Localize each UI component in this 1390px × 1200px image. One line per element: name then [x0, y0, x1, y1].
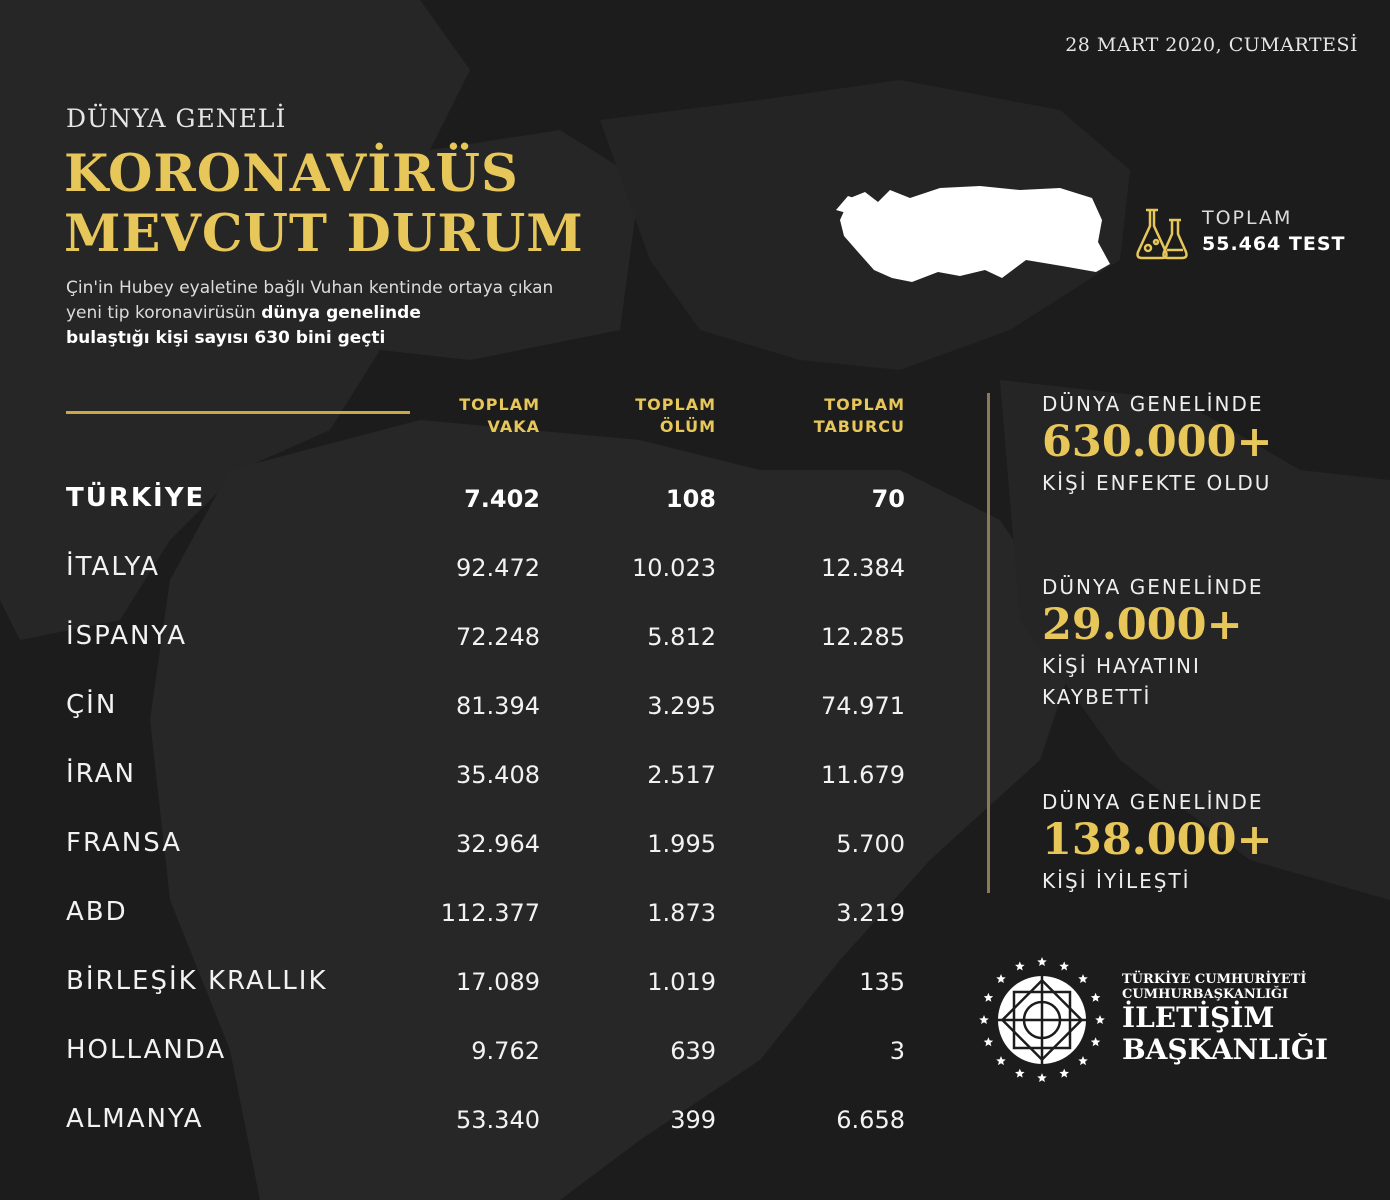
- column-header-recovered: [745, 394, 905, 438]
- turkey-map-icon: [830, 180, 1120, 305]
- star-icon: [996, 974, 1006, 983]
- test-tube-icon: [1134, 204, 1190, 262]
- recovered-value: 70: [871, 485, 905, 513]
- table-row: [66, 1104, 906, 1144]
- country-name: FRANSA: [66, 828, 182, 858]
- column-header-recovered-line2: TABURCU: [813, 417, 905, 436]
- recovered-value: 11.679: [821, 761, 905, 789]
- cases-value: 32.964: [456, 830, 540, 858]
- star-icon: [979, 1015, 989, 1024]
- table-header-rule: [66, 411, 410, 414]
- star-icon: [996, 1056, 1006, 1065]
- logo-line-2: CUMHURBAŞKANLIĞI: [1122, 987, 1289, 1002]
- cases-value: 9.762: [471, 1037, 540, 1065]
- star-icon: [1078, 974, 1088, 983]
- description-bold-2: bulaştığı kişi sayısı 630 bini geçti: [66, 328, 386, 348]
- cases-value: 81.394: [456, 692, 540, 720]
- deaths-value: 1.995: [647, 830, 716, 858]
- cases-value: 112.377: [440, 899, 540, 927]
- star-icon: [1015, 1069, 1025, 1078]
- description-text: Çin'in Hubey eyaletine bağlı Vuhan kentinde ortaya çıkan yeni tip koronavirüsün: [66, 278, 554, 323]
- column-header-cases-line2: VAKA: [487, 417, 540, 436]
- cases-value: 53.340: [456, 1106, 540, 1134]
- deaths-value: 108: [665, 485, 716, 513]
- table-row: [66, 828, 906, 868]
- star-icon: [1091, 993, 1101, 1002]
- cases-value: 92.472: [456, 554, 540, 582]
- stat-infected-value: 630.000+: [1042, 417, 1273, 467]
- stat-recovered-label: DÜNYA GENELİNDE: [1042, 790, 1264, 814]
- title-line-1: KORONAVİRÜS: [64, 144, 519, 204]
- stat-deaths-sub-2: KAYBETTİ: [1042, 685, 1152, 709]
- column-header-cases: [380, 394, 540, 438]
- vertical-divider: [987, 393, 990, 893]
- table-row: [66, 621, 906, 661]
- deaths-value: 1.019: [647, 968, 716, 996]
- cases-value: 72.248: [456, 623, 540, 651]
- page-title: [64, 144, 584, 264]
- date-label: 28 MART 2020, CUMARTESİ: [1065, 34, 1358, 56]
- deaths-value: 3.295: [647, 692, 716, 720]
- star-icon: [1059, 1069, 1069, 1078]
- deaths-value: 2.517: [647, 761, 716, 789]
- table-row: [66, 483, 906, 523]
- description: [66, 276, 566, 351]
- recovered-value: 6.658: [836, 1106, 905, 1134]
- table-row: [66, 897, 906, 937]
- logo-text: [1122, 972, 1328, 1066]
- star-icon: [984, 1037, 994, 1046]
- recovered-value: 3: [889, 1037, 905, 1065]
- column-header-deaths: [556, 394, 716, 438]
- deaths-value: 1.873: [647, 899, 716, 927]
- stat-infected-sub: KİŞİ ENFEKTE OLDU: [1042, 471, 1272, 495]
- recovered-value: 12.285: [821, 623, 905, 651]
- table-row: [66, 966, 906, 1006]
- stat-recovered: [1042, 790, 1273, 897]
- column-header-cases-line1: TOPLAM: [459, 395, 540, 414]
- stat-recovered-value: 138.000+: [1042, 815, 1273, 865]
- country-name: ÇİN: [66, 690, 118, 720]
- country-name: TÜRKİYE: [66, 483, 206, 513]
- deaths-value: 10.023: [632, 554, 716, 582]
- stat-infected-label: DÜNYA GENELİNDE: [1042, 392, 1264, 416]
- recovered-value: 74.971: [821, 692, 905, 720]
- star-icon: [984, 993, 994, 1002]
- star-icon: [1095, 1015, 1105, 1024]
- recovered-value: 5.700: [836, 830, 905, 858]
- logo-line-1: TÜRKİYE CUMHURİYETİ: [1122, 972, 1307, 987]
- country-name: İSPANYA: [66, 621, 188, 651]
- cases-value: 35.408: [456, 761, 540, 789]
- country-name: HOLLANDA: [66, 1035, 227, 1065]
- title-line-2: MEVCUT DURUM: [64, 204, 584, 264]
- stat-deaths-sub-1: KİŞİ HAYATINI: [1042, 654, 1201, 678]
- deaths-value: 5.812: [647, 623, 716, 651]
- recovered-value: 135: [859, 968, 905, 996]
- country-name: İRAN: [66, 759, 136, 789]
- star-icon: [1037, 1073, 1047, 1082]
- table-row: [66, 759, 906, 799]
- stat-deaths-value: 29.000+: [1042, 600, 1243, 650]
- stat-deaths-label: DÜNYA GENELİNDE: [1042, 575, 1264, 599]
- deaths-value: 639: [670, 1037, 716, 1065]
- country-name: İTALYA: [66, 552, 160, 582]
- deaths-value: 399: [670, 1106, 716, 1134]
- star-icon: [1091, 1037, 1101, 1046]
- country-name: ABD: [66, 897, 128, 927]
- star-icon: [1037, 957, 1047, 966]
- stat-deaths: [1042, 575, 1263, 713]
- stat-recovered-sub: KİŞİ İYİLEŞTİ: [1042, 869, 1191, 893]
- table-row: [66, 690, 906, 730]
- column-header-deaths-line2: ÖLÜM: [659, 417, 716, 436]
- cases-value: 7.402: [464, 485, 540, 513]
- column-header-deaths-line1: TOPLAM: [635, 395, 716, 414]
- logo-line-4: BAŞKANLIĞI: [1122, 1033, 1328, 1066]
- column-header-recovered-line1: TOPLAM: [824, 395, 905, 414]
- tests-label: TOPLAM: [1202, 207, 1293, 229]
- logo-emblem-icon: [977, 955, 1107, 1085]
- recovered-value: 3.219: [836, 899, 905, 927]
- stat-infected: [1042, 392, 1273, 499]
- table-row: [66, 1035, 906, 1075]
- cases-value: 17.089: [456, 968, 540, 996]
- star-icon: [1059, 961, 1069, 970]
- table-row: [66, 552, 906, 592]
- country-name: BİRLEŞİK KRALLIK: [66, 966, 328, 996]
- description-bold-1: dünya genelinde: [261, 303, 421, 323]
- country-name: ALMANYA: [66, 1104, 204, 1134]
- kicker-label: DÜNYA GENELİ: [66, 104, 287, 133]
- tests-value: 55.464 TEST: [1202, 233, 1346, 255]
- star-icon: [1015, 961, 1025, 970]
- recovered-value: 12.384: [821, 554, 905, 582]
- logo-line-3: İLETİŞİM: [1122, 1001, 1275, 1034]
- star-icon: [1078, 1056, 1088, 1065]
